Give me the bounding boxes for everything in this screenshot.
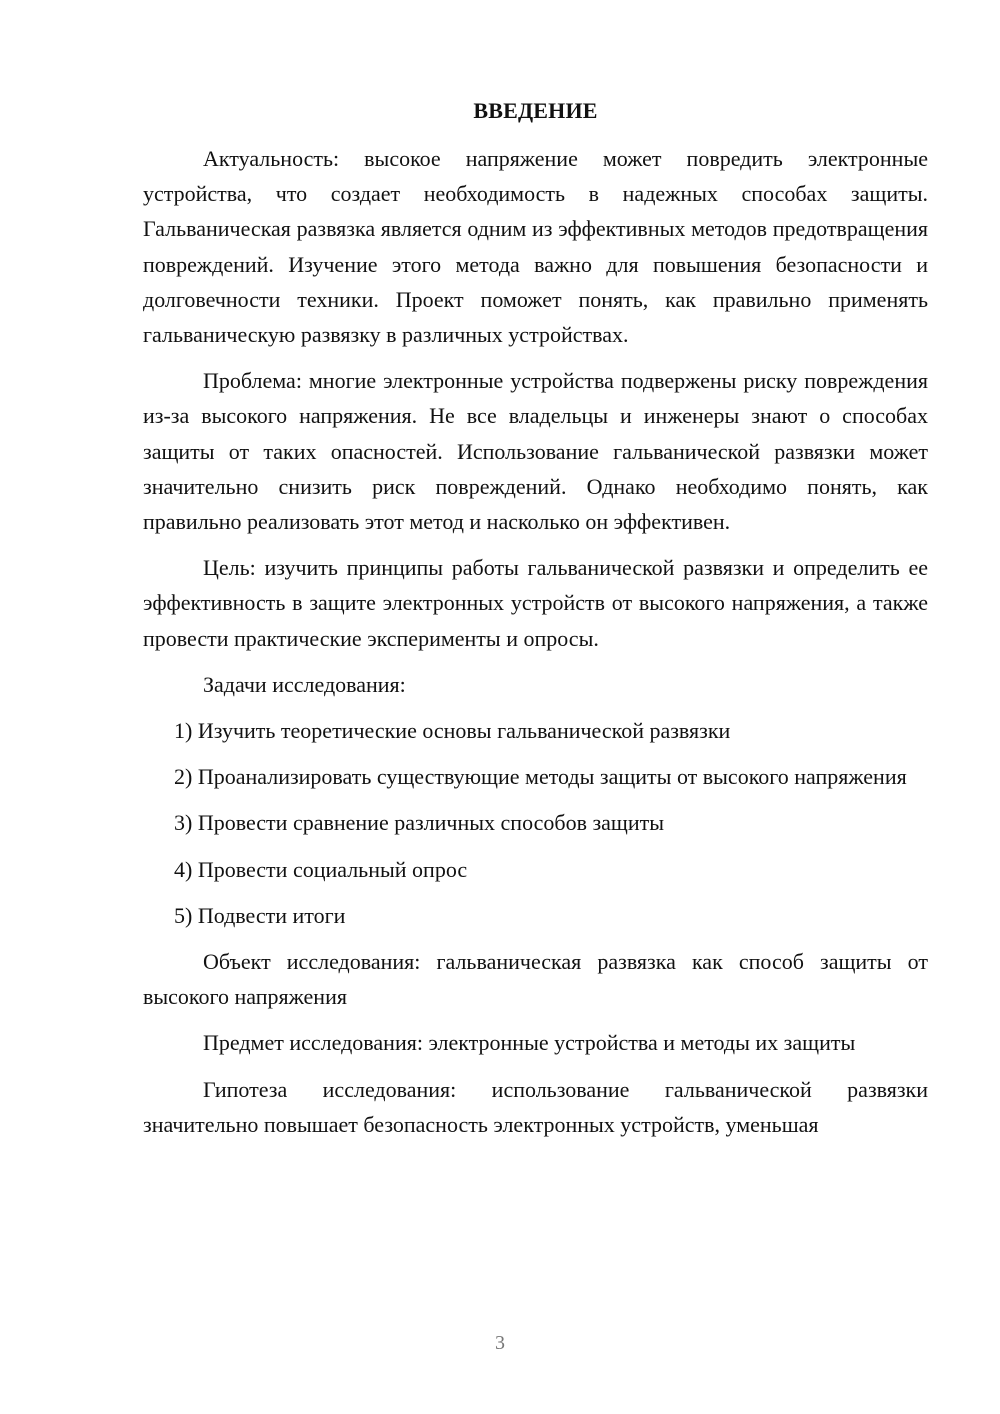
page-number: 3 xyxy=(495,1332,505,1354)
goal-paragraph: Цель: изучить принципы работы гальванической развязки и определить ее эффективность в защите электронных устройств от высокого напряжения, а также провести практические эксперименты и опросы. xyxy=(143,555,928,651)
problem-paragraph: Проблема: многие электронные устройства подвержены риску повреждения из-за высокого напряжения. Не все владельцы и инженеры знают о способах защиты от таких опасностей. Использование гальванической развязки может значительно снизить риск повреждений. Однако необходимо понять, как правильно реализовать этот метод и насколько он эффективен. xyxy=(143,368,928,535)
task-item-5: 5) Подвести итоги xyxy=(174,902,346,928)
task-item-1: 1) Изучить теоретические основы гальванической развязки xyxy=(174,718,731,744)
task-item-4: 4) Провести социальный опрос xyxy=(174,856,468,882)
task-item-3: 3) Провести сравнение различных способов защиты xyxy=(174,810,665,836)
hypothesis-paragraph: Гипотеза исследования: использование гальванической развязки значительно повышает безопасность электронных устройств, уменьшая xyxy=(143,1076,928,1137)
relevance-paragraph: Актуальность: высокое напряжение может повредить электронные устройства, что создает необходимость в надежных способах защиты. Гальваническая развязка является одним из эффективных методов предотвращения повреждений. Изучение этого метода важно для повышения безопасности и долговечности техники. Проект поможет понять, как правильно применять гальваническую развязку в различных устройствах. xyxy=(143,146,928,348)
subject-paragraph: Предмет исследования: электронные устройства и методы их защиты xyxy=(203,1030,856,1056)
page-content xyxy=(143,95,928,1153)
task-item-2: 2) Проанализировать существующие методы защиты от высокого напряжения xyxy=(174,764,907,790)
object-paragraph: Объект исследования: гальваническая развязка как способ защиты от высокого напряжения xyxy=(143,949,928,1010)
tasks-heading: Задачи исследования: xyxy=(203,671,406,697)
section-title: ВВЕДЕНИЕ xyxy=(473,98,598,123)
